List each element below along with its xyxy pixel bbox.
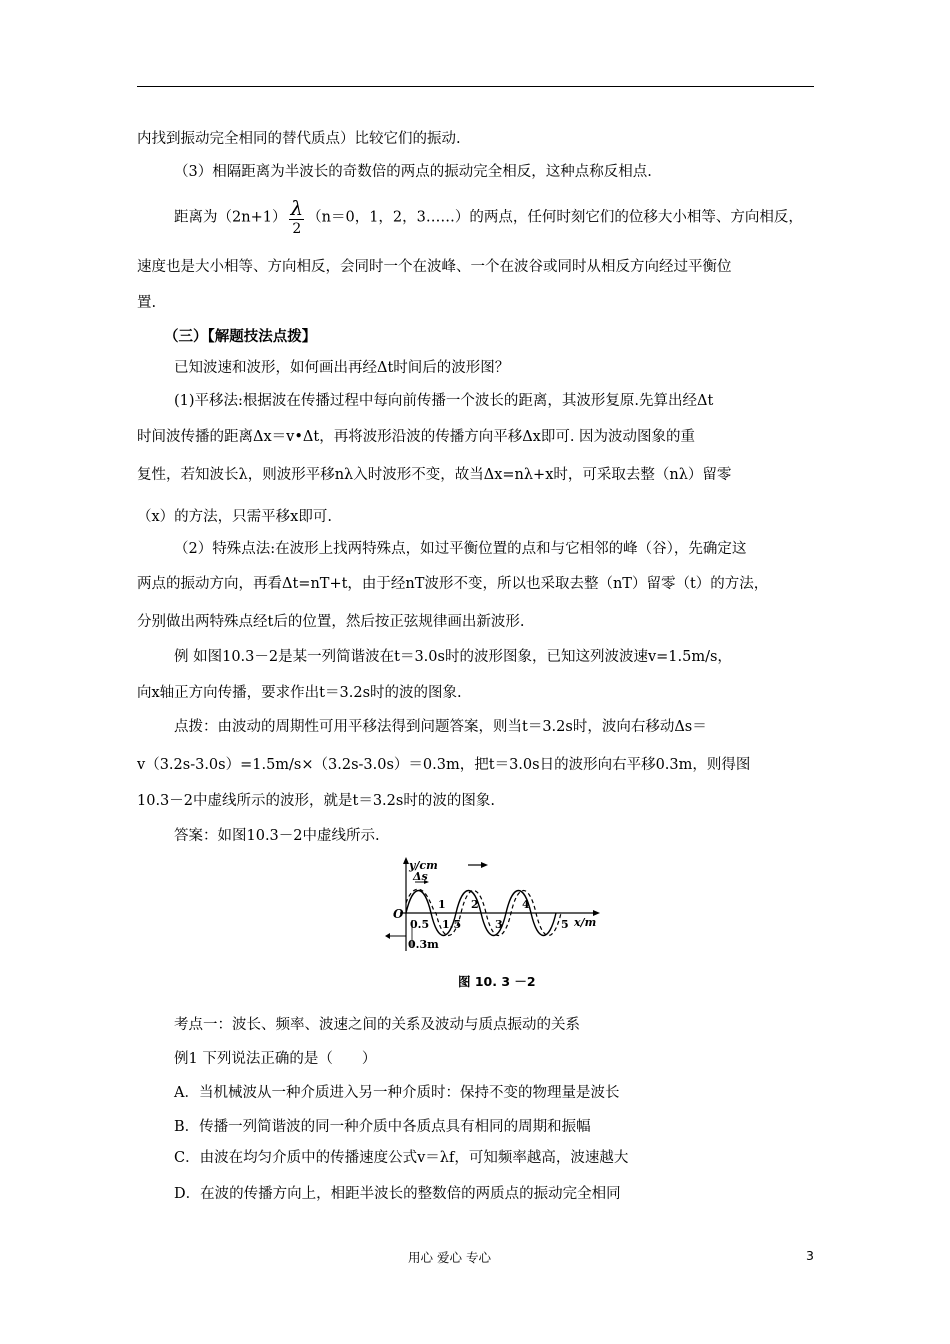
text-line-3a: 距离为（2n+1） [174,209,287,226]
text-line-5: 置. [137,295,157,311]
text-line-14: 分别做出两特殊点经t后的位置，然后按正弦规律画出新波形. [137,614,525,630]
text-line-2: （3）相隔距离为半波长的奇数倍的两点的振动完全相反，这种点称反相点. [174,164,652,180]
text-line-7: 已知波速和波形，如何画出再经Δt时间后的波形图？ [174,360,510,376]
text-line-15: 例 如图10.3－2是某一列简谐波在t＝3.0s时的波形图象，已知这列波波速v=1.5m/s， [174,649,732,665]
y-axis-label: y/cm [409,859,438,872]
page-number: 3 [806,1248,814,1263]
tick-1: 1 [438,898,446,911]
text-line-13: 两点的振动方向，再看Δt=nT+t，由于经nT波形不变，所以也采取去整（nT）留零（t）的方法， [137,576,769,592]
wave-dashed [406,889,561,935]
option-d: D．在波的传播方向上，相距半波长的整数倍的两质点的振动完全相同 [174,1186,621,1202]
footer-text: 用心 爱心 专心 [408,1250,491,1265]
figure-caption: 图 10. 3 －2 [458,974,536,989]
option-c: C．由波在均匀介质中的传播速度公式v＝λf，可知频率越高，波速越大 [174,1150,629,1166]
option-b: B．传播一列简谐波的同一种介质中各质点具有相同的周期和振幅 [174,1119,591,1135]
text-line-20: 答案：如图10.3－2中虚线所示. [174,828,380,844]
text-line-4: 速度也是大小相等、方向相反，会同时一个在波峰、一个在波谷或同时从相反方向经过平衡位 [137,259,732,275]
fraction-numerator: λ [290,196,304,220]
shift-arrow-head [385,933,390,939]
text-line-9: 时间波传播的距离Δx＝v•Δt，再将波形沿波的传播方向平移Δx即可. 因为波动图象的重 [137,429,696,445]
option-a: A．当机械波从一种介质进入另一种介质时：保持不变的物理量是波长 [174,1085,620,1101]
propagation-arrow-head [481,862,488,868]
fraction-lambda-over-2 [289,197,304,238]
header-rule [137,86,814,87]
section-heading: （三）【解题技法点拨】 [164,328,317,345]
text-line-11: （x）的方法，只需平移x即可. [137,509,332,525]
text-line-3b: （n＝0，1，2，3……）的两点，任何时刻它们的位移大小相等、方向相反， [307,209,803,226]
text-line-10: 复性，若知波长λ，则波形平移nλ入时波形不变，故当Δx=nλ+x时，可采取去整（nλ）留零 [137,467,732,483]
origin-label: O [393,907,404,921]
text-line-1: 内找到振动完全相同的替代质点）比较它们的振动. [137,131,461,147]
text-line-3 [174,197,803,238]
delta-s-label: Δs [413,870,428,883]
tick-3: 3 [495,918,503,931]
wave-figure [382,856,602,956]
shift-label: 0.3m [408,938,439,951]
text-line-19: 10.3－2中虚线所示的波形，就是t＝3.2s时的波的图象. [137,793,495,809]
tick-1-5: 1.5 [442,918,462,931]
tick-0-5: 0.5 [410,918,430,931]
text-line-8: (1)平移法:根据波在传播过程中每向前传播一个波长的距离，其波形复原.先算出经Δt [174,393,714,409]
text-line-17: 点拨：由波动的周期性可用平移法得到问题答案，则当t＝3.2s时，波向右移动Δs＝ [174,719,707,735]
text-line-21: 考点一：波长、频率、波速之间的关系及波动与质点振动的关系 [174,1017,580,1033]
text-line-18: v（3.2s-3.0s）=1.5m/s×（3.2s-3.0s）＝0.3m，把t＝3.0s日的波形向右平移0.3m，则得图 [137,757,751,773]
text-line-16: 向x轴正方向传播，要求作出t＝3.2s时的波的图象. [137,685,462,701]
text-line-12: （2）特殊点法:在波形上找两特殊点，如过平衡位置的点和与它相邻的峰（谷），先确定这 [174,541,747,557]
text-line-22: 例1 下列说法正确的是（ ） [174,1051,377,1067]
x-axis-label: x/m [574,916,597,929]
tick-5: 5 [561,918,569,931]
tick-2: 2 [471,898,479,911]
tick-4: 4 [522,898,530,911]
fraction-denominator: 2 [292,221,302,237]
